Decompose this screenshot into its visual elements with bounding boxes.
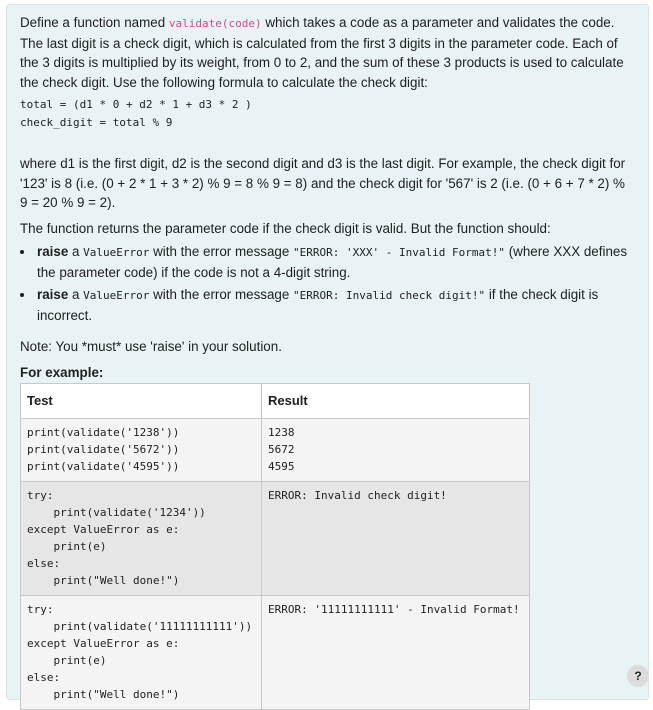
test-cell (21, 418, 262, 481)
result-cell (262, 595, 530, 709)
table-row (21, 418, 530, 481)
test-cell (21, 595, 262, 709)
result-output: ERROR: '11111111111' - Invalid Format! (268, 602, 520, 616)
header-result: Result (262, 384, 530, 419)
note-text: Note: You *must* use 'raise' in your solution. (20, 339, 282, 354)
rule-text: (where XXX defines the parameter code) if the code is not a 4-digit string. (37, 244, 628, 280)
rule-error-type: ValueError (83, 289, 150, 302)
question-intro (20, 13, 632, 92)
test-code: print(validate('1238')) print(validate('5672')) print(validate('4595')) (27, 425, 180, 473)
rule-text: with the error message (149, 287, 294, 302)
table-header-row (21, 384, 530, 419)
rule-text: if the check digit is incorrect. (37, 287, 599, 323)
result-output: ERROR: Invalid check digit! (268, 488, 447, 502)
test-code: try: print(validate('1234')) except ValueError as e: print(e) else: print("Well done!") (27, 488, 206, 587)
table-row (21, 595, 530, 709)
test-cell (21, 481, 262, 595)
result-cell (262, 481, 530, 595)
formula-line-1: total = (d1 * 0 + d2 * 1 + d3 * 2 ) (20, 98, 252, 111)
explanation-text: where d1 is the first digit, d2 is the second digit and d3 is the last digit. For example, the check digit for '123' is 8 (i.e. (0 + 2 * 1 + 3 * 2) % 9 = 8 % 9 = 8) and the check digit for '567' is 2 (i.e. (0 + 6 + 7 * 2) % 9 = 20 % 9 = 2). (20, 156, 626, 210)
rule-format-error (35, 242, 632, 282)
rule-error-type: ValueError (83, 246, 150, 259)
test-code: try: print(validate('11111111111')) except ValueError as e: print(e) else: print("Well done!") (27, 602, 253, 701)
for-example-heading: For example: (20, 364, 104, 380)
help-button[interactable]: ? (627, 665, 649, 687)
rule-keyword: raise (37, 244, 69, 259)
rule-text: with the error message (149, 244, 294, 259)
rule-check-digit-error (35, 285, 632, 325)
header-test: Test (21, 384, 262, 419)
rules-list (20, 242, 632, 325)
intro-text-rest: which takes a code as a parameter and validates the code. The last digit is a check digit, which is calculated from the first 3 digits in the parameter code. Each of the 3 digits is multiplied by its weight, from 0 to 2, and the sum of these 3 products is used to calculate the check digit. Use the following formula to calculate the check digit: (20, 15, 624, 90)
intro-text: Define a function named (20, 15, 169, 30)
rule-error-message: "ERROR: 'XXX' - Invalid Format!" (293, 246, 505, 259)
question-content (20, 13, 632, 701)
rule-keyword: raise (37, 287, 69, 302)
rule-error-message: "ERROR: Invalid check digit!" (293, 289, 486, 302)
examples-table (20, 383, 530, 710)
result-output: 1238 5672 4595 (268, 425, 295, 473)
formula-line-2: check_digit = total % 9 (20, 116, 173, 129)
table-row (21, 481, 530, 595)
formula-block (20, 96, 632, 132)
returns-text: The function returns the parameter code if the check digit is valid. But the function should: (20, 220, 551, 236)
question-panel (6, 4, 649, 700)
function-signature: validate(code) (168, 17, 262, 30)
rule-text: a (68, 287, 84, 302)
rule-text: a (68, 244, 84, 259)
result-cell (262, 418, 530, 481)
